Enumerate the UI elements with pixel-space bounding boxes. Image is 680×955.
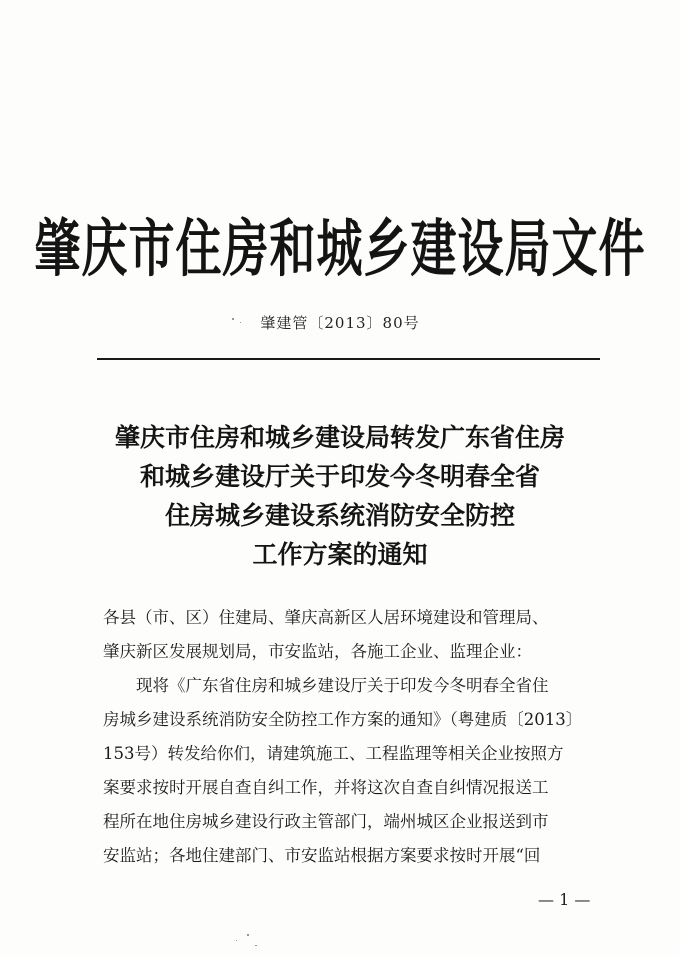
notice-title-line: 工作方案的通知 — [252, 540, 428, 569]
header-divider — [97, 358, 600, 360]
agency-title: 肇庆市住房和城乡建设局文件 — [34, 212, 646, 286]
notice-title — [0, 418, 680, 574]
body-line: 程所在地住房城乡建设行政主管部门，端州城区企业报送到市 — [103, 812, 549, 831]
document-number: 肇建管〔2013〕80号 — [260, 314, 420, 332]
notice-title-line: 住房城乡建设系统消防安全防控 — [164, 501, 515, 530]
page-number: — 1 — — [538, 890, 591, 909]
body-line: 153号）转发给你们，请建筑施工、工程监理等相关企业按照方 — [103, 744, 564, 763]
body-line: 房城乡建设系统消防安全防控工作方案的通知》（粤建质〔2013〕 — [103, 710, 583, 729]
scan-speck — [236, 940, 237, 941]
body-line: 案要求按时开展自查自纠工作，并将这次自查自纠情况报送工 — [103, 778, 549, 797]
body-line: 现将《广东省住房和城乡建设厅关于印发今冬明春全省住 — [136, 676, 549, 695]
body-line: 肇庆新区发展规划局，市安监站，各施工企业、监理企业： — [103, 642, 532, 661]
body-line: 安监站；各地住建部门、市安监站根据方案要求按时开展“回 — [103, 846, 541, 865]
scan-speck — [240, 322, 241, 323]
body-line: 各县（市、区）住建局、肇庆高新区人居环境建设和管理局、 — [103, 608, 549, 627]
scan-speck — [232, 318, 234, 320]
notice-title-line: 和城乡建设厅关于印发今冬明春全省 — [139, 462, 540, 491]
scan-speck — [247, 934, 249, 936]
notice-body — [103, 601, 608, 873]
scan-speck — [255, 945, 257, 946]
notice-title-line: 肇庆市住房和城乡建设局转发广东省住房 — [114, 423, 565, 452]
